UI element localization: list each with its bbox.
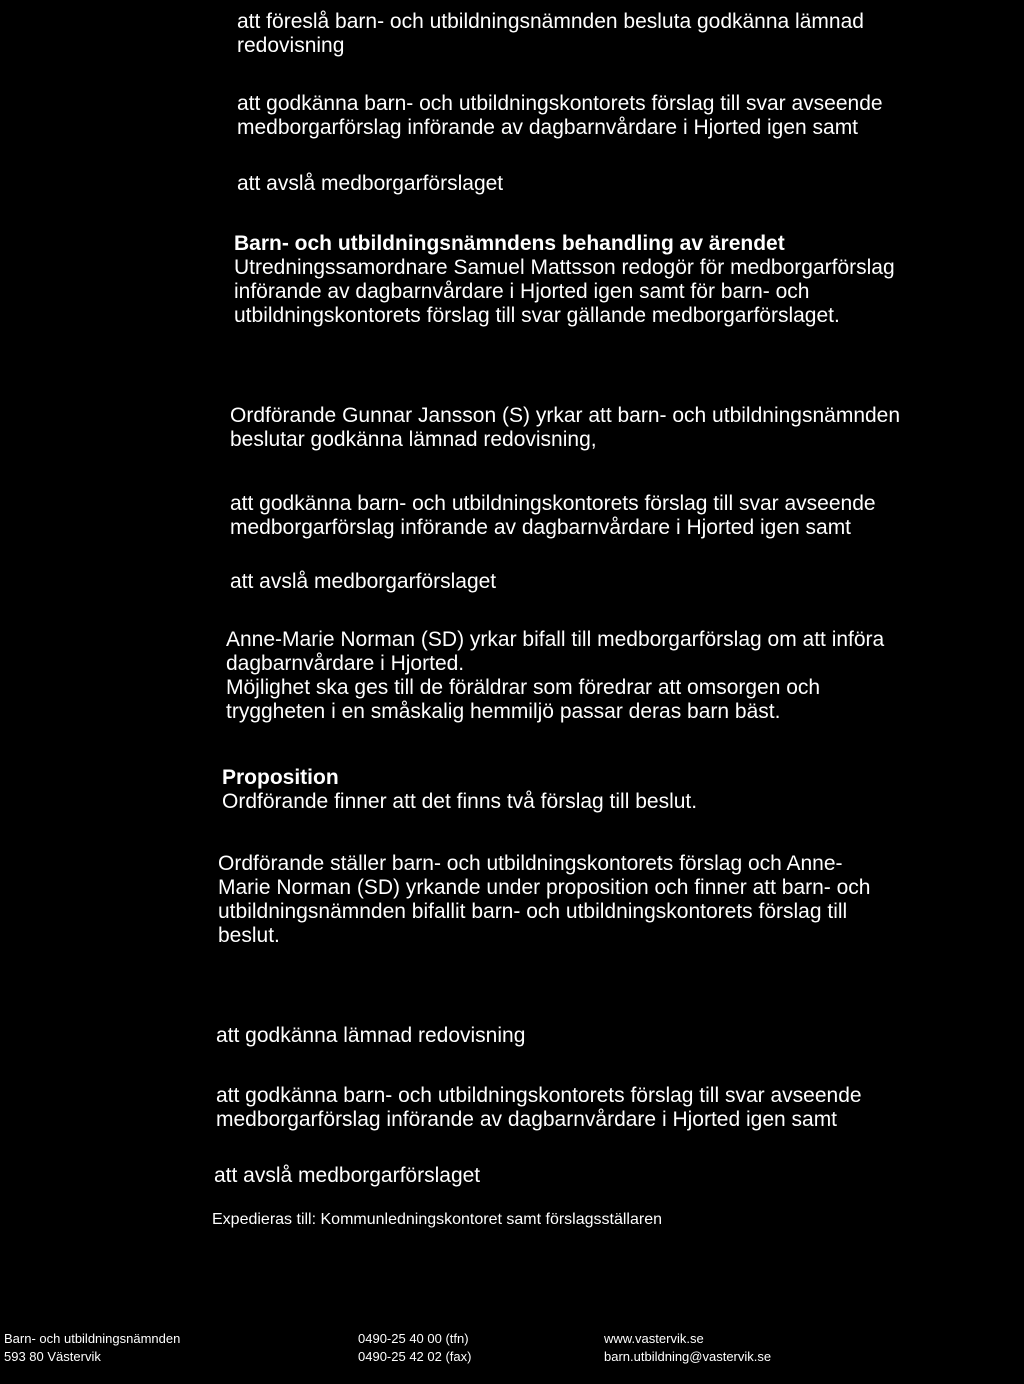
text-line: dagbarnvårdare i Hjorted. [226,652,465,675]
text-line: beslut. [218,924,280,947]
decision-approve-proposal [216,1084,862,1132]
chair-motion [230,404,900,452]
text-line: medborgarförslag införande av dagbarnvårdare i Hjorted igen samt [230,516,852,539]
text-line: tryggheten i en småskalig hemmiljö passar deras barn bäst. [226,700,781,723]
text-line: Marie Norman (SD) yrkande under proposition och finner att barn- och [218,876,871,899]
text-line: införande av dagbarnvårdare i Hjorted igen samt för barn- och [234,280,810,303]
proposition-section [222,766,697,814]
text-line: Utredningssamordnare Samuel Mattsson redogör för medborgarförslag [234,256,895,279]
chair-approve [230,492,876,540]
text-line: medborgarförslag införande av dagbarnvårdare i Hjorted igen samt [237,116,859,139]
text-line: Ordförande Gunnar Jansson (S) yrkar att barn- och utbildningsnämnden [230,404,901,427]
text-line: Ordförande ställer barn- och utbildningskontorets förslag och Anne- [218,852,843,875]
footer-line: 593 80 Västervik [4,1349,101,1364]
text-line: Möjlighet ska ges till de föräldrar som föredrar att omsorgen och [226,676,821,699]
footer-org [4,1330,180,1366]
text-line: att godkänna lämnad redovisning [216,1024,526,1047]
footer-link-website[interactable]: www.vastervik.se [604,1331,704,1346]
chair-reject [230,570,496,594]
text-line: Ordförande finner att det finns två förslag till beslut. [222,790,698,813]
text-line: utbildningsnämnden bifallit barn- och utbildningskontorets förslag till [218,900,848,923]
text-line: Anne-Marie Norman (SD) yrkar bifall till medborgarförslag om att införa [226,628,885,651]
text-line: att godkänna barn- och utbildningskontorets förslag till svar avseende [237,92,883,115]
text-line: utbildningskontorets förslag till svar gällande medborgarförslaget. [234,304,840,327]
norman-motion [226,628,884,724]
footer-line: 0490-25 40 00 (tfn) [358,1331,469,1346]
text-line: att godkänna barn- och utbildningskontorets förslag till svar avseende [216,1084,862,1107]
decision-approve-report [216,1024,525,1048]
section-treatment [234,232,895,328]
text-line: att avslå medborgarförslaget [214,1164,481,1187]
footer-line: 0490-25 42 02 (fax) [358,1349,472,1364]
text-line: att avslå medborgarförslaget [237,172,504,195]
section-heading: Barn- och utbildningsnämndens behandling av ärendet [234,232,785,255]
expedieras-note [212,1210,662,1230]
footer-link-email[interactable]: barn.utbildning@vastervik.se [604,1349,772,1364]
text-line: att avslå medborgarförslaget [230,570,497,593]
text-line: att godkänna barn- och utbildningskontorets förslag till svar avseende [230,492,876,515]
intro-reject [237,172,503,196]
intro-approve [237,92,883,140]
text-line: medborgarförslag införande av dagbarnvårdare i Hjorted igen samt [216,1108,838,1131]
footer-phone [358,1330,471,1366]
text-line: beslutar godkänna lämnad redovisning, [230,428,597,451]
text-line: Expedieras till: Kommunledningskontoret samt förslagsställaren [212,1211,662,1228]
footer-web [604,1330,771,1366]
proposition-decision [218,852,870,948]
text-line: att föreslå barn- och utbildningsnämnden besluta godkänna lämnad [237,10,864,33]
intro-proposal [237,10,864,58]
footer-line: Barn- och utbildningsnämnden [4,1331,181,1346]
text-line: redovisning [237,34,345,57]
proposition-heading: Proposition [222,766,339,789]
decision-reject [214,1164,480,1188]
